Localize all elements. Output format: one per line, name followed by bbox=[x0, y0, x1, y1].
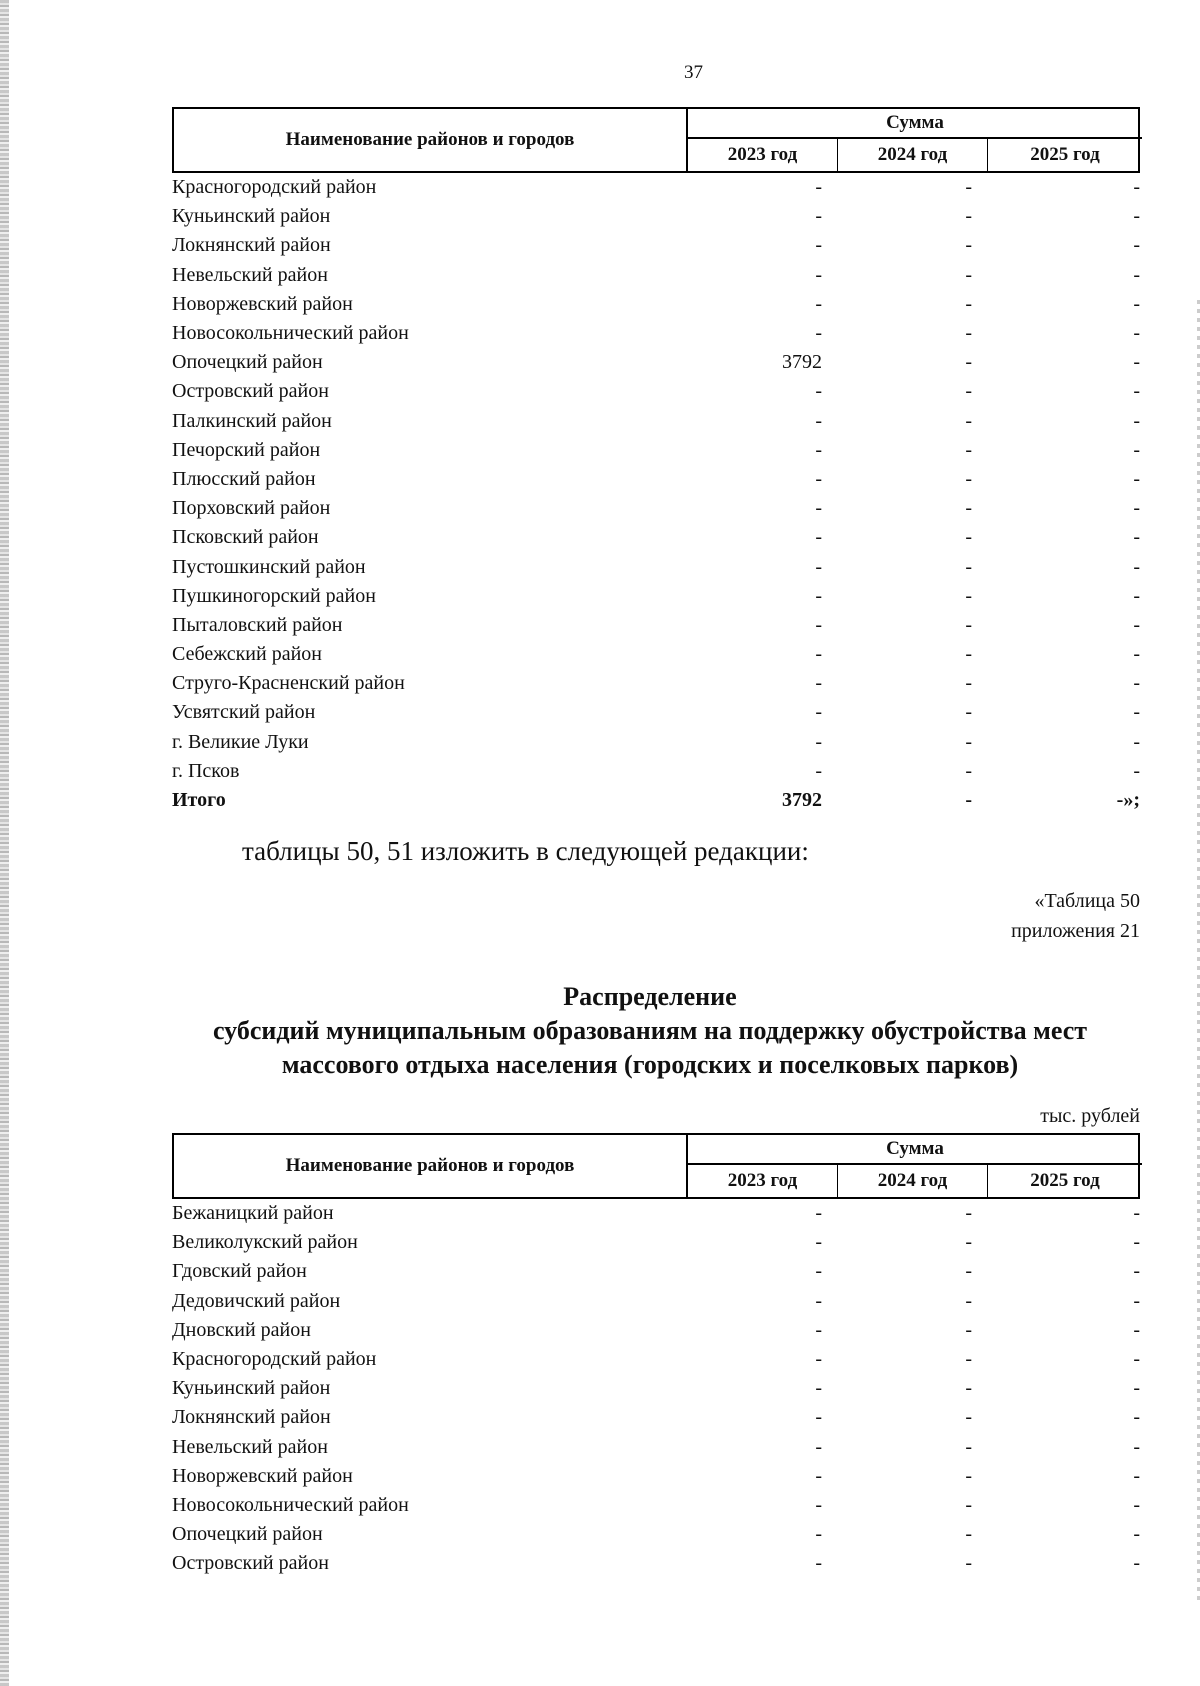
row-name: Дновский район bbox=[172, 1318, 311, 1341]
row-value-2023: - bbox=[815, 1493, 822, 1516]
row-value-2024: - bbox=[965, 322, 972, 345]
row-value-2025: - bbox=[1133, 205, 1140, 228]
table-row bbox=[172, 377, 1140, 406]
row-value-2024: - bbox=[965, 672, 972, 695]
row-value-2025: - bbox=[1133, 701, 1140, 724]
row-value-2024: - bbox=[965, 409, 972, 432]
section-title bbox=[160, 980, 1140, 1082]
row-name: Островский район bbox=[172, 1552, 329, 1575]
row-value-2025: - bbox=[1133, 1523, 1140, 1546]
row-value-2023: - bbox=[815, 1464, 822, 1487]
row-value-2025: - bbox=[1133, 438, 1140, 461]
row-name: Куньинский район bbox=[172, 205, 331, 228]
page-number-text: 37 bbox=[684, 62, 703, 83]
row-value-2023: - bbox=[815, 380, 822, 403]
row-value-2025: - bbox=[1133, 672, 1140, 695]
row-name: Локнянский район bbox=[172, 234, 331, 257]
row-value-2025: - bbox=[1133, 322, 1140, 345]
column-header-2025: 2025 год bbox=[1030, 1170, 1100, 1191]
row-value-2024: - bbox=[965, 176, 972, 199]
row-value-2024: - bbox=[965, 759, 972, 782]
row-value-2023: - bbox=[815, 643, 822, 666]
row-value-2025: - bbox=[1133, 234, 1140, 257]
table-row bbox=[172, 1199, 1140, 1228]
row-value-2024: - bbox=[965, 1231, 972, 1254]
column-header-2024: 2024 год bbox=[838, 1165, 988, 1197]
row-value-2024: - bbox=[965, 1523, 972, 1546]
total-label: Итого bbox=[172, 789, 226, 812]
row-value-2024: - bbox=[965, 234, 972, 257]
row-value-2025: - bbox=[1133, 1406, 1140, 1429]
table-row bbox=[172, 582, 1140, 611]
row-value-2024: - bbox=[965, 205, 972, 228]
row-value-2023: - bbox=[815, 1202, 822, 1225]
table-row bbox=[172, 319, 1140, 348]
row-value-2024: - bbox=[965, 1406, 972, 1429]
units-label: тыс. рублей bbox=[1040, 1105, 1140, 1127]
row-value-2024: - bbox=[965, 526, 972, 549]
instruction-paragraph: таблицы 50, 51 изложить в следующей редакции: bbox=[242, 836, 809, 866]
table-header bbox=[172, 1133, 1140, 1199]
row-value-2025: - bbox=[1133, 351, 1140, 374]
row-name: Пушкиногорский район bbox=[172, 584, 376, 607]
row-name: Невельский район bbox=[172, 1435, 328, 1458]
row-name: Пыталовский район bbox=[172, 613, 343, 636]
row-value-2023: - bbox=[815, 438, 822, 461]
table-row bbox=[172, 1374, 1140, 1403]
row-value-2024: - bbox=[965, 467, 972, 490]
table-body bbox=[172, 1199, 1140, 1578]
row-value-2024: - bbox=[965, 1289, 972, 1312]
table-row bbox=[172, 757, 1140, 786]
row-value-2023: - bbox=[815, 1377, 822, 1400]
row-value-2023: - bbox=[815, 1406, 822, 1429]
row-value-2025: - bbox=[1133, 613, 1140, 636]
row-name: Куньинский район bbox=[172, 1377, 331, 1400]
row-value-2023: - bbox=[815, 1348, 822, 1371]
row-value-2025: - bbox=[1133, 555, 1140, 578]
column-header-2024: 2024 год bbox=[838, 139, 988, 171]
row-name: Струго-Красненский район bbox=[172, 672, 405, 695]
row-value-2025: - bbox=[1133, 380, 1140, 403]
column-header-name: Наименование районов и городов bbox=[174, 109, 688, 171]
row-value-2023: 3792 bbox=[782, 351, 822, 374]
row-value-2024: - bbox=[965, 1260, 972, 1283]
row-value-2025: - bbox=[1133, 1202, 1140, 1225]
table-row bbox=[172, 1345, 1140, 1374]
row-value-2025: - bbox=[1133, 1348, 1140, 1371]
row-value-2025: - bbox=[1133, 292, 1140, 315]
column-header-sum: Сумма bbox=[688, 109, 1142, 139]
row-name: Опочецкий район bbox=[172, 351, 323, 374]
table-row bbox=[172, 465, 1140, 494]
table-reference bbox=[1011, 886, 1140, 946]
row-value-2025: - bbox=[1133, 1552, 1140, 1575]
row-value-2024: - bbox=[965, 292, 972, 315]
row-value-2025: - bbox=[1133, 1377, 1140, 1400]
table-body bbox=[172, 173, 1140, 786]
row-name: Гдовский район bbox=[172, 1260, 307, 1283]
row-value-2025: - bbox=[1133, 1289, 1140, 1312]
row-value-2025: - bbox=[1133, 526, 1140, 549]
column-header-sum: Сумма bbox=[688, 1135, 1142, 1165]
row-name: Порховский район bbox=[172, 497, 331, 520]
row-name: Псковский район bbox=[172, 526, 319, 549]
row-value-2023: - bbox=[815, 176, 822, 199]
row-value-2023: - bbox=[815, 759, 822, 782]
table-row bbox=[172, 231, 1140, 260]
row-value-2025: - bbox=[1133, 584, 1140, 607]
row-name: Новосокольнический район bbox=[172, 1493, 409, 1516]
row-value-2024: - bbox=[965, 1377, 972, 1400]
row-name: Великолукский район bbox=[172, 1231, 358, 1254]
row-name: Печорский район bbox=[172, 438, 321, 461]
row-value-2023: - bbox=[815, 1289, 822, 1312]
row-value-2023: - bbox=[815, 672, 822, 695]
table-header bbox=[172, 107, 1140, 173]
row-value-2023: - bbox=[815, 1523, 822, 1546]
row-value-2025: - bbox=[1133, 643, 1140, 666]
table-50 bbox=[172, 1133, 1140, 1578]
row-value-2023: - bbox=[815, 1231, 822, 1254]
row-name: Красногородский район bbox=[172, 176, 377, 199]
row-value-2025: - bbox=[1133, 730, 1140, 753]
row-value-2024: - bbox=[965, 351, 972, 374]
table-reference-number: «Таблица 50 bbox=[1034, 890, 1140, 912]
table-row bbox=[172, 728, 1140, 757]
table-row bbox=[172, 1462, 1140, 1491]
row-value-2025: - bbox=[1133, 1231, 1140, 1254]
table-row bbox=[172, 261, 1140, 290]
row-value-2023: - bbox=[815, 613, 822, 636]
row-name: Новоржевский район bbox=[172, 292, 353, 315]
column-header-2025: 2025 год bbox=[1030, 144, 1100, 165]
row-name: Плюсский район bbox=[172, 467, 316, 490]
column-header-2023: 2023 год bbox=[688, 1165, 838, 1197]
table-row bbox=[172, 523, 1140, 552]
table-row bbox=[172, 1520, 1140, 1549]
table-row bbox=[172, 348, 1140, 377]
table-row bbox=[172, 640, 1140, 669]
row-name: Локнянский район bbox=[172, 1406, 331, 1429]
row-value-2023: - bbox=[815, 526, 822, 549]
scan-edge-artifact-left bbox=[0, 0, 9, 1686]
row-value-2023: - bbox=[815, 263, 822, 286]
row-name: Островский район bbox=[172, 380, 329, 403]
total-2024: - bbox=[965, 789, 972, 812]
table-reference-appendix: приложения 21 bbox=[1011, 920, 1140, 942]
total-2023: 3792 bbox=[782, 789, 822, 812]
row-value-2024: - bbox=[965, 380, 972, 403]
row-value-2024: - bbox=[965, 613, 972, 636]
row-name: Себежский район bbox=[172, 643, 322, 666]
section-title-line-3: массового отдыха населения (городских и поселковых парков) bbox=[281, 1050, 1019, 1079]
row-name: Новосокольнический район bbox=[172, 322, 409, 345]
row-value-2023: - bbox=[815, 497, 822, 520]
table-total-row bbox=[172, 786, 1140, 815]
table-row bbox=[172, 1316, 1140, 1345]
row-value-2025: - bbox=[1133, 1260, 1140, 1283]
row-value-2025: - bbox=[1133, 497, 1140, 520]
row-name: Новоржевский район bbox=[172, 1464, 353, 1487]
table-row bbox=[172, 552, 1140, 581]
row-value-2023: - bbox=[815, 555, 822, 578]
row-value-2024: - bbox=[965, 263, 972, 286]
row-value-2023: - bbox=[815, 701, 822, 724]
row-name: г. Великие Луки bbox=[172, 730, 309, 753]
row-name: Пустошкинский район bbox=[172, 555, 366, 578]
table-row bbox=[172, 669, 1140, 698]
row-value-2025: - bbox=[1133, 759, 1140, 782]
table-row bbox=[172, 1433, 1140, 1462]
row-name: Усвятский район bbox=[172, 701, 316, 724]
row-value-2025: - bbox=[1133, 409, 1140, 432]
row-name: Красногородский район bbox=[172, 1348, 377, 1371]
row-name: Дедовичский район bbox=[172, 1289, 341, 1312]
table-row bbox=[172, 1549, 1140, 1578]
table-continuation bbox=[172, 107, 1140, 815]
row-value-2023: - bbox=[815, 730, 822, 753]
row-value-2023: - bbox=[815, 322, 822, 345]
row-name: г. Псков bbox=[172, 759, 240, 782]
table-row bbox=[172, 1228, 1140, 1257]
row-value-2024: - bbox=[965, 438, 972, 461]
row-value-2023: - bbox=[815, 1552, 822, 1575]
table-row bbox=[172, 436, 1140, 465]
table-row bbox=[172, 1287, 1140, 1316]
row-value-2023: - bbox=[815, 409, 822, 432]
table-row bbox=[172, 407, 1140, 436]
row-value-2025: - bbox=[1133, 1493, 1140, 1516]
row-value-2025: - bbox=[1133, 467, 1140, 490]
row-value-2024: - bbox=[965, 1318, 972, 1341]
row-value-2023: - bbox=[815, 584, 822, 607]
row-value-2024: - bbox=[965, 1464, 972, 1487]
row-name: Палкинский район bbox=[172, 409, 332, 432]
row-value-2025: - bbox=[1133, 1464, 1140, 1487]
row-value-2024: - bbox=[965, 1435, 972, 1458]
column-header-name: Наименование районов и городов bbox=[174, 1135, 688, 1197]
row-value-2024: - bbox=[965, 730, 972, 753]
row-value-2024: - bbox=[965, 1202, 972, 1225]
table-row bbox=[172, 1257, 1140, 1286]
row-name: Бежаницкий район bbox=[172, 1202, 334, 1225]
row-value-2023: - bbox=[815, 234, 822, 257]
row-value-2024: - bbox=[965, 555, 972, 578]
section-title-line-1: Распределение bbox=[563, 982, 737, 1011]
row-value-2024: - bbox=[965, 701, 972, 724]
row-value-2023: - bbox=[815, 1318, 822, 1341]
row-value-2023: - bbox=[815, 292, 822, 315]
row-value-2024: - bbox=[965, 497, 972, 520]
row-value-2024: - bbox=[965, 584, 972, 607]
row-name: Опочецкий район bbox=[172, 1523, 323, 1546]
table-row bbox=[172, 173, 1140, 202]
table-row bbox=[172, 494, 1140, 523]
row-value-2023: - bbox=[815, 1260, 822, 1283]
table-row bbox=[172, 1403, 1140, 1432]
row-value-2024: - bbox=[965, 643, 972, 666]
section-title-line-2: субсидий муниципальным образованиям на поддержку обустройства мест bbox=[212, 1016, 1088, 1045]
row-value-2024: - bbox=[965, 1493, 972, 1516]
table-row bbox=[172, 290, 1140, 319]
row-value-2023: - bbox=[815, 1435, 822, 1458]
row-value-2025: - bbox=[1133, 1435, 1140, 1458]
row-value-2025: - bbox=[1133, 263, 1140, 286]
row-value-2025: - bbox=[1133, 1318, 1140, 1341]
table-row bbox=[172, 202, 1140, 231]
column-header-2023: 2023 год bbox=[688, 139, 838, 171]
table-row bbox=[172, 698, 1140, 727]
row-value-2023: - bbox=[815, 467, 822, 490]
row-name: Невельский район bbox=[172, 263, 328, 286]
row-value-2025: - bbox=[1133, 176, 1140, 199]
table-row bbox=[172, 1491, 1140, 1520]
row-value-2024: - bbox=[965, 1552, 972, 1575]
total-2025: -»; bbox=[1116, 789, 1140, 812]
row-value-2023: - bbox=[815, 205, 822, 228]
row-value-2024: - bbox=[965, 1348, 972, 1371]
table-row bbox=[172, 611, 1140, 640]
